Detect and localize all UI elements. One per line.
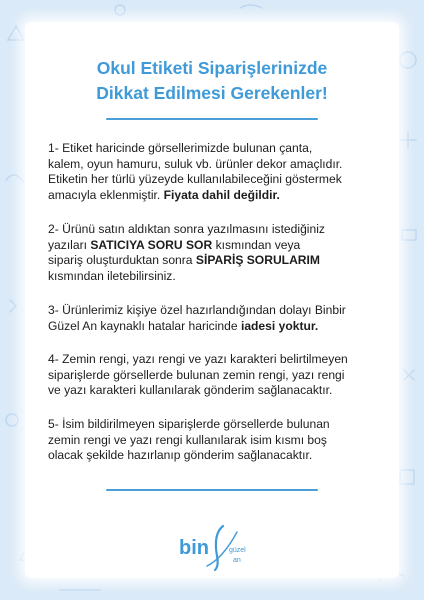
p2-line-2a: yazıları xyxy=(48,237,91,252)
p2-line-4: kısmından iletebilirsiniz. xyxy=(48,268,176,283)
logo-word-guzel: güzel xyxy=(229,547,246,554)
divider-top xyxy=(106,118,318,120)
paragraph-3 xyxy=(48,303,388,334)
paragraph-5 xyxy=(48,417,388,464)
p4-line-1: 4- Zemin rengi, yazı rengi ve yazı karakteri belirtilmeyen xyxy=(48,352,348,366)
p2-bold-seller-question: SATICIYA SORU SOR xyxy=(90,237,213,252)
p3-bold-no-return: iadesi yoktur. xyxy=(240,318,319,333)
p1-line-4: amacıyla eklenmiştir. xyxy=(48,187,164,202)
p2-line-3a: sipariş oluşturduktan sonra xyxy=(48,253,196,268)
p3-line-1: 3- Ürünlerimiz kişiye özel hazırlandığından dolayı Binbir xyxy=(48,303,346,317)
brand-logo xyxy=(177,516,249,572)
p2-line-1: 2- Ürünü satın aldıktan sonra yazılmasını istediğiniz xyxy=(48,222,325,236)
p2-bold-order-questions: SİPARİŞ SORULARIM xyxy=(195,253,320,268)
p2-line-2b: kısmından veya xyxy=(212,237,301,252)
p5-line-2: zemin rengi ve yazı rengi kullanılarak isim kısmı boş xyxy=(48,432,327,447)
p5-line-3: olacak şekilde hazırlanıp gönderim sağlanacaktır. xyxy=(48,448,313,463)
p5-line-1: 5- İsim bildirilmeyen siparişlerde görsellerde bulunan xyxy=(48,417,330,431)
paragraph-1 xyxy=(48,141,388,203)
info-card xyxy=(25,22,399,578)
title-line-1: Okul Etiketi Siparişlerinizde xyxy=(96,58,328,78)
divider-bottom xyxy=(106,489,318,491)
p1-line-1: 1- Etiket haricinde görsellerimizde bulunan çanta, xyxy=(48,141,313,155)
paragraph-4 xyxy=(48,352,388,399)
title-line-2: Dikkat Edilmesi Gerekenler! xyxy=(96,83,328,103)
logo-word-an: an xyxy=(233,557,241,564)
p3-line-2a: Güzel An kaynaklı hatalar haricinde xyxy=(48,318,241,333)
p1-line-3: Etiketin her türlü yüzeyde kullanılabileceğini göstermek xyxy=(48,172,342,187)
p1-line-2: kalem, oyun hamuru, suluk vb. ürünler dekor amaçlıdır. xyxy=(48,156,343,171)
p4-line-3: ve yazı karakteri kullanılarak gönderim sağlanacaktır. xyxy=(48,383,333,398)
page-title xyxy=(25,56,399,106)
p1-bold-note: Fiyata dahil değildir. xyxy=(163,187,280,202)
logo-word-bin: bin xyxy=(179,537,209,559)
paragraph-2 xyxy=(48,222,388,284)
p4-line-2: siparişlerde görsellerde bulunan zemin rengi, yazı rengi xyxy=(48,367,345,382)
